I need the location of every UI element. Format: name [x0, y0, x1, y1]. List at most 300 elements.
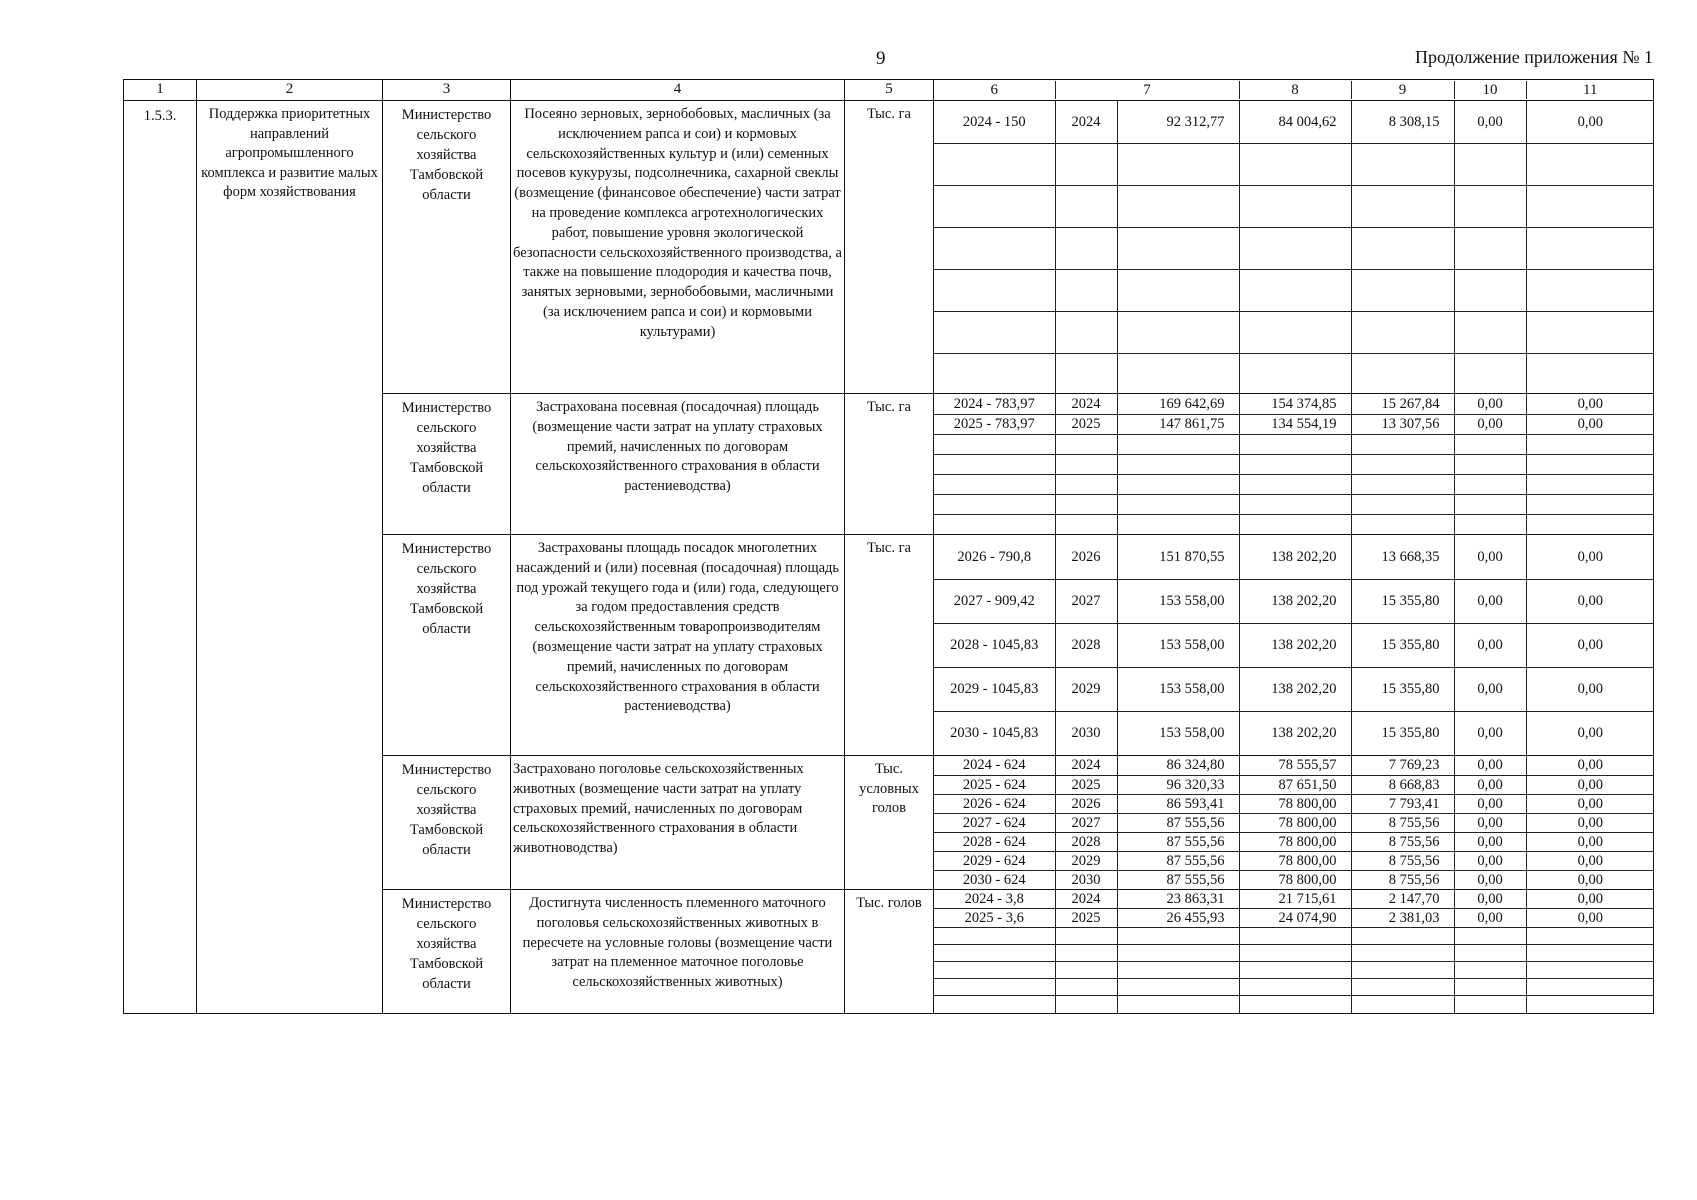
cell-local: 0,00 [1454, 813, 1526, 832]
cell-local: 0,00 [1454, 851, 1526, 870]
funding-subtable [934, 890, 1654, 1013]
cell-year: 2024 [1055, 101, 1117, 143]
cell-total [1117, 454, 1239, 474]
funding-row [934, 851, 1654, 870]
cell-other [1526, 474, 1654, 494]
funding-subtable [934, 535, 1654, 755]
cell-federal [1239, 979, 1351, 996]
measure-description: Застрахованы площадь посадок многолетних насаждений и (или) посевная (посадочная) площадь под урожай текущего года и (или) года, следующего за годом предоставления средств сельскохозяйственным товаропроизводителям (возмещение части затрат на уплату страховых премий, начисленных по договорам сельскохозяйственного страхования в области растениеводства) [511, 535, 845, 756]
cell-target: 2028 - 1045,83 [934, 623, 1055, 667]
cell-other: 0,00 [1526, 813, 1654, 832]
cell-target: 2025 - 624 [934, 775, 1055, 794]
cell-target [934, 185, 1055, 227]
cell-local: 0,00 [1454, 579, 1526, 623]
cell-total [1117, 494, 1239, 514]
cell-total: 86 324,80 [1117, 756, 1239, 775]
responsible-ministry: Министерство сельского хозяйства Тамбовской области [383, 756, 511, 890]
cell-year [1055, 494, 1117, 514]
col-header-3: 3 [383, 80, 511, 101]
funding-subtable [934, 101, 1654, 393]
cell-federal: 78 800,00 [1239, 870, 1351, 889]
funding-row [934, 996, 1654, 1013]
cell-other: 0,00 [1526, 623, 1654, 667]
cell-year: 2026 [1055, 794, 1117, 813]
cell-year: 2025 [1055, 414, 1117, 434]
cell-year: 2025 [1055, 909, 1117, 928]
cell-regional [1351, 928, 1454, 945]
cell-year: 2029 [1055, 667, 1117, 711]
cell-local [1454, 945, 1526, 962]
cell-total: 87 555,56 [1117, 813, 1239, 832]
cell-local [1454, 185, 1526, 227]
cell-total: 86 593,41 [1117, 794, 1239, 813]
cell-year [1055, 928, 1117, 945]
responsible-ministry: Министерство сельского хозяйства Тамбовской области [383, 101, 511, 394]
cell-year [1055, 269, 1117, 311]
cell-year [1055, 353, 1117, 393]
measure-group [124, 101, 1654, 394]
section-code: 1.5.3. [124, 101, 197, 1014]
cell-target: 2030 - 1045,83 [950, 725, 1039, 742]
col-header-4: 4 [511, 80, 845, 101]
cell-other: 0,00 [1526, 756, 1654, 775]
cell-total: 87 555,56 [1117, 851, 1239, 870]
cell-total: 153 558,00 [1117, 579, 1239, 623]
cell-regional [1351, 514, 1454, 534]
cell-target: 2024 - 783,97 [934, 394, 1055, 414]
cell-other: 0,00 [1526, 794, 1654, 813]
cell-federal: 138 202,20 [1239, 535, 1351, 579]
cell-target [934, 514, 1055, 534]
funding-row [934, 494, 1654, 514]
cell-year [1055, 962, 1117, 979]
funding-row [934, 775, 1654, 794]
cell-other: 0,00 [1526, 775, 1654, 794]
cell-federal [1239, 353, 1351, 393]
cell-year: 2029 [1055, 851, 1117, 870]
cell-target [934, 962, 1055, 979]
cell-target: 2029 - 1045,83 [934, 667, 1055, 711]
cell-target: 2024 - 3,8 [934, 890, 1055, 909]
measure-description: Застраховано поголовье сельскохозяйственных животных (возмещение части затрат на уплату страховых премий, начисленных по договорам сельскохозяйственного страхования в области животноводства) [511, 756, 845, 890]
funding-row [934, 979, 1654, 996]
col-header-2: 2 [197, 80, 383, 101]
cell-target: 2030 - 624 [962, 871, 1026, 888]
cell-target: 2028 - 624 [934, 832, 1055, 851]
col-header-1: 1 [124, 80, 197, 101]
funding-row [934, 667, 1654, 711]
cell-target [934, 434, 1055, 454]
cell-federal [1239, 227, 1351, 269]
cell-regional: 7 793,41 [1351, 794, 1454, 813]
cell-target: 2027 - 624 [934, 813, 1055, 832]
cell-local: 0,00 [1454, 394, 1526, 414]
cell-year [1055, 996, 1117, 1013]
cell-target [934, 928, 1055, 945]
measure-unit: Тыс. га [845, 394, 934, 535]
cell-regional: 8 755,56 [1351, 832, 1454, 851]
funding-row [934, 928, 1654, 945]
cell-other [1526, 996, 1654, 1013]
funding-row [934, 394, 1654, 414]
funding-row [934, 535, 1654, 579]
col-header-numeric [934, 81, 1654, 99]
col-header-5: 5 [845, 80, 934, 101]
funding-row [934, 890, 1654, 909]
cell-local: 0,00 [1454, 890, 1526, 909]
funding-row [934, 813, 1654, 832]
cell-target: 2025 - 3,6 [934, 909, 1055, 928]
funding-row [934, 945, 1654, 962]
column-numbers-row [124, 80, 1654, 101]
funding-row [934, 514, 1654, 534]
cell-federal [1239, 945, 1351, 962]
cell-regional [1351, 996, 1454, 1013]
cell-total [1117, 227, 1239, 269]
cell-total [1117, 434, 1239, 454]
cell-federal: 134 554,19 [1239, 414, 1351, 434]
cell-other: 0,00 [1526, 711, 1654, 755]
cell-federal [1239, 434, 1351, 454]
cell-year [1055, 227, 1117, 269]
cell-target [934, 979, 1055, 996]
cell-local [1454, 962, 1526, 979]
cell-local: 0,00 [1454, 832, 1526, 851]
cell-local: 0,00 [1454, 623, 1526, 667]
cell-year: 2027 [1055, 579, 1117, 623]
measure-unit: Тыс. га [845, 101, 934, 394]
cell-other: 0,00 [1526, 414, 1654, 434]
cell-local [1454, 269, 1526, 311]
cell-other [1526, 494, 1654, 514]
funding-row [934, 185, 1654, 227]
cell-year: 2030 [1055, 870, 1117, 889]
cell-total: 92 312,77 [1117, 101, 1239, 143]
funding-row [934, 756, 1654, 775]
cell-regional: 13 307,56 [1351, 414, 1454, 434]
cell-other [1526, 962, 1654, 979]
cell-year: 2030 [1055, 711, 1117, 755]
cell-regional: 8 308,15 [1351, 101, 1454, 143]
cell-federal [1239, 514, 1351, 534]
cell-federal: 78 800,00 [1239, 794, 1351, 813]
cell-regional [1351, 185, 1454, 227]
col-header-9: 9 [1351, 81, 1454, 99]
cell-other: 0,00 [1526, 870, 1654, 889]
cell-other: 0,00 [1526, 101, 1654, 143]
cell-year [1055, 514, 1117, 534]
cell-federal: 154 374,85 [1239, 394, 1351, 414]
section-name: Поддержка приоритетных направлений агропромышленного комплекса и развитие малых форм хозяйствования [197, 101, 383, 1014]
funding-row [934, 794, 1654, 813]
cell-local [1454, 227, 1526, 269]
cell-regional [1351, 962, 1454, 979]
cell-other: 0,00 [1526, 832, 1654, 851]
cell-federal: 138 202,20 [1239, 579, 1351, 623]
cell-other [1526, 434, 1654, 454]
cell-regional: 2 147,70 [1351, 890, 1454, 909]
cell-year: 2027 [1055, 813, 1117, 832]
cell-other [1526, 928, 1654, 945]
cell-year: 2025 [1055, 775, 1117, 794]
cell-total [1117, 979, 1239, 996]
cell-total: 153 558,00 [1117, 667, 1239, 711]
cell-target [934, 311, 1055, 353]
responsible-ministry: Министерство сельского хозяйства Тамбовской области [383, 535, 511, 756]
cell-target [934, 474, 1055, 494]
cell-federal [1239, 454, 1351, 474]
cell-year [1055, 311, 1117, 353]
responsible-ministry: Министерство сельского хозяйства Тамбовской области [383, 394, 511, 535]
funding-row [934, 353, 1654, 393]
cell-other [1526, 514, 1654, 534]
cell-regional [1351, 353, 1454, 393]
cell-federal: 24 074,90 [1239, 909, 1351, 928]
cell-local: 0,00 [1454, 667, 1526, 711]
cell-local: 0,00 [1454, 794, 1526, 813]
cell-local [1454, 454, 1526, 474]
cell-local [1454, 474, 1526, 494]
cell-total [1117, 996, 1239, 1013]
cell-local [1454, 979, 1526, 996]
cell-local [1454, 353, 1526, 393]
cell-total [1117, 962, 1239, 979]
cell-total [1117, 353, 1239, 393]
cell-regional: 15 267,84 [1351, 394, 1454, 414]
cell-other: 0,00 [1526, 890, 1654, 909]
cell-other [1526, 269, 1654, 311]
measure-unit: Тыс. условных голов [845, 756, 934, 890]
cell-local [1454, 514, 1526, 534]
cell-total: 26 455,93 [1117, 909, 1239, 928]
cell-other: 0,00 [1526, 851, 1654, 870]
cell-federal: 78 555,57 [1239, 756, 1351, 775]
cell-other: 0,00 [1526, 579, 1654, 623]
cell-target: 2024 - 624 [934, 756, 1055, 775]
cell-local [1454, 996, 1526, 1013]
cell-regional: 2 381,03 [1351, 909, 1454, 928]
cell-other [1526, 227, 1654, 269]
cell-total [1117, 185, 1239, 227]
cell-federal: 138 202,20 [1239, 711, 1351, 755]
cell-regional: 13 668,35 [1351, 535, 1454, 579]
cell-regional: 15 355,80 [1351, 623, 1454, 667]
funding-row [934, 269, 1654, 311]
cell-year: 2028 [1055, 623, 1117, 667]
cell-regional [1351, 979, 1454, 996]
cell-federal: 138 202,20 [1239, 667, 1351, 711]
cell-total: 169 642,69 [1117, 394, 1239, 414]
cell-target: 2026 - 790,8 [934, 535, 1055, 579]
cell-target [934, 143, 1055, 185]
cell-total: 87 555,56 [1117, 832, 1239, 851]
cell-total [1117, 514, 1239, 534]
cell-year [1055, 979, 1117, 996]
cell-other [1526, 454, 1654, 474]
cell-other [1526, 185, 1654, 227]
cell-target [934, 227, 1055, 269]
cell-regional: 8 668,83 [1351, 775, 1454, 794]
cell-local: 0,00 [1454, 870, 1526, 889]
cell-year: 2026 [1055, 535, 1117, 579]
cell-regional [1351, 434, 1454, 454]
cell-federal: 84 004,62 [1239, 101, 1351, 143]
cell-target [934, 945, 1055, 962]
cell-local [1454, 494, 1526, 514]
cell-regional: 15 355,80 [1351, 579, 1454, 623]
cell-target: 2027 - 909,42 [934, 579, 1055, 623]
cell-regional: 8 755,56 [1351, 813, 1454, 832]
funding-row [934, 434, 1654, 454]
col-header-8: 8 [1239, 81, 1351, 99]
funding-row [934, 101, 1654, 143]
cell-other: 0,00 [1526, 394, 1654, 414]
cell-total: 153 558,00 [1117, 623, 1239, 667]
funding-row [934, 454, 1654, 474]
page-number: 9 [876, 48, 886, 69]
cell-total [1117, 269, 1239, 311]
cell-year: 2024 [1055, 890, 1117, 909]
cell-other [1526, 353, 1654, 393]
cell-target: 2024 - 150 [934, 101, 1055, 143]
continuation-label: Продолжение приложения № 1 [1414, 47, 1653, 67]
cell-regional [1351, 474, 1454, 494]
cell-year [1055, 185, 1117, 227]
cell-target [934, 269, 1055, 311]
cell-regional [1351, 143, 1454, 185]
cell-target: 2029 - 624 [934, 851, 1055, 870]
cell-total [1117, 143, 1239, 185]
cell-total: 147 861,75 [1117, 414, 1239, 434]
cell-local [1454, 434, 1526, 454]
responsible-ministry: Министерство сельского хозяйства Тамбовской области [383, 890, 511, 1014]
cell-year [1055, 454, 1117, 474]
cell-regional [1351, 494, 1454, 514]
cell-regional: 8 755,56 [1351, 851, 1454, 870]
cell-total: 96 320,33 [1117, 775, 1239, 794]
funding-row [934, 962, 1654, 979]
cell-regional: 7 769,23 [1351, 756, 1454, 775]
cell-regional [1351, 311, 1454, 353]
cell-local [1454, 928, 1526, 945]
cell-federal [1239, 474, 1351, 494]
cell-regional [1351, 945, 1454, 962]
cell-federal: 78 800,00 [1239, 832, 1351, 851]
cell-local: 0,00 [1454, 414, 1526, 434]
measure-description: Посеяно зерновых, зернобобовых, масличных (за исключением рапса и сои) и кормовых сельскохозяйственных культур и (или) семенных посевов кукурузы, подсолнечника, сахарной свеклы (возмещение (финансовое обеспечение) части затрат на проведение комплекса агротехнологических работ, повышение уровня экологической безопасности сельскохозяйственного производства, а также на повышение плодородия и качества почв, занятых зерновыми, зернобобовыми, масличными (за исключением рапса и сои) и кормовыми культурами) [511, 101, 845, 394]
cell-federal [1239, 269, 1351, 311]
cell-year [1055, 474, 1117, 494]
cell-regional [1351, 227, 1454, 269]
funding-row [934, 623, 1654, 667]
funding-row [934, 414, 1654, 434]
measure-unit: Тыс. голов [845, 890, 934, 1014]
cell-target: 2025 - 783,97 [934, 414, 1055, 434]
cell-regional [1351, 454, 1454, 474]
cell-year: 2028 [1055, 832, 1117, 851]
cell-local: 0,00 [1454, 756, 1526, 775]
cell-federal [1239, 928, 1351, 945]
cell-other: 0,00 [1526, 909, 1654, 928]
cell-target [934, 996, 1055, 1013]
funding-row [934, 909, 1654, 928]
cell-other [1526, 945, 1654, 962]
cell-federal [1239, 494, 1351, 514]
col-header-7: 7 [1055, 81, 1239, 99]
cell-federal: 78 800,00 [1239, 813, 1351, 832]
cell-local: 0,00 [1454, 101, 1526, 143]
cell-target [934, 353, 1055, 393]
col-header-10: 10 [1454, 81, 1526, 99]
cell-year: 2024 [1055, 394, 1117, 414]
cell-total: 151 870,55 [1117, 535, 1239, 579]
cell-regional: 15 355,80 [1351, 667, 1454, 711]
cell-target [934, 454, 1055, 474]
cell-local: 0,00 [1454, 775, 1526, 794]
appendix-table [123, 79, 1654, 1014]
cell-local: 0,00 [1454, 909, 1526, 928]
cell-other [1526, 143, 1654, 185]
cell-total [1117, 311, 1239, 353]
cell-target: 2026 - 624 [934, 794, 1055, 813]
cell-local [1454, 143, 1526, 185]
measure-unit: Тыс. га [845, 535, 934, 756]
cell-federal: 21 715,61 [1239, 890, 1351, 909]
cell-federal [1239, 143, 1351, 185]
funding-subtable [934, 756, 1654, 889]
cell-federal: 78 800,00 [1239, 851, 1351, 870]
cell-federal [1239, 996, 1351, 1013]
funding-row [934, 227, 1654, 269]
funding-row [934, 143, 1654, 185]
cell-year: 2024 [1055, 756, 1117, 775]
cell-total: 153 558,00 [1117, 711, 1239, 755]
funding-row [934, 711, 1654, 755]
cell-total [1117, 474, 1239, 494]
cell-local: 0,00 [1454, 711, 1526, 755]
cell-federal [1239, 962, 1351, 979]
cell-other: 0,00 [1526, 535, 1654, 579]
cell-federal [1239, 185, 1351, 227]
cell-year [1055, 143, 1117, 185]
cell-regional [1351, 269, 1454, 311]
cell-other: 0,00 [1526, 667, 1654, 711]
cell-total [1117, 928, 1239, 945]
funding-row [934, 832, 1654, 851]
cell-total [1117, 945, 1239, 962]
cell-year [1055, 434, 1117, 454]
cell-local [1454, 311, 1526, 353]
cell-total: 87 555,56 [1117, 870, 1239, 889]
funding-row [934, 579, 1654, 623]
cell-federal [1239, 311, 1351, 353]
funding-row [934, 311, 1654, 353]
cell-local: 0,00 [1454, 535, 1526, 579]
cell-regional: 8 755,56 [1351, 870, 1454, 889]
col-header-6: 6 [990, 82, 998, 98]
measure-description: Достигнута численность племенного маточного поголовья сельскохозяйственных животных в пересчете на условные головы (возмещение части затрат на племенное маточное поголовье сельскохозяйственных животных) [511, 890, 845, 1014]
funding-row [934, 870, 1654, 889]
cell-federal: 138 202,20 [1239, 623, 1351, 667]
funding-subtable [934, 394, 1654, 534]
col-header-11: 11 [1526, 81, 1654, 99]
cell-total: 23 863,31 [1117, 890, 1239, 909]
cell-other [1526, 311, 1654, 353]
cell-other [1526, 979, 1654, 996]
measure-description: Застрахована посевная (посадочная) площадь (возмещение части затрат на уплату страховых премий, начисленных по договорам сельскохозяйственного страхования в области растениеводства) [511, 394, 845, 535]
cell-regional: 15 355,80 [1351, 711, 1454, 755]
cell-federal: 87 651,50 [1239, 775, 1351, 794]
